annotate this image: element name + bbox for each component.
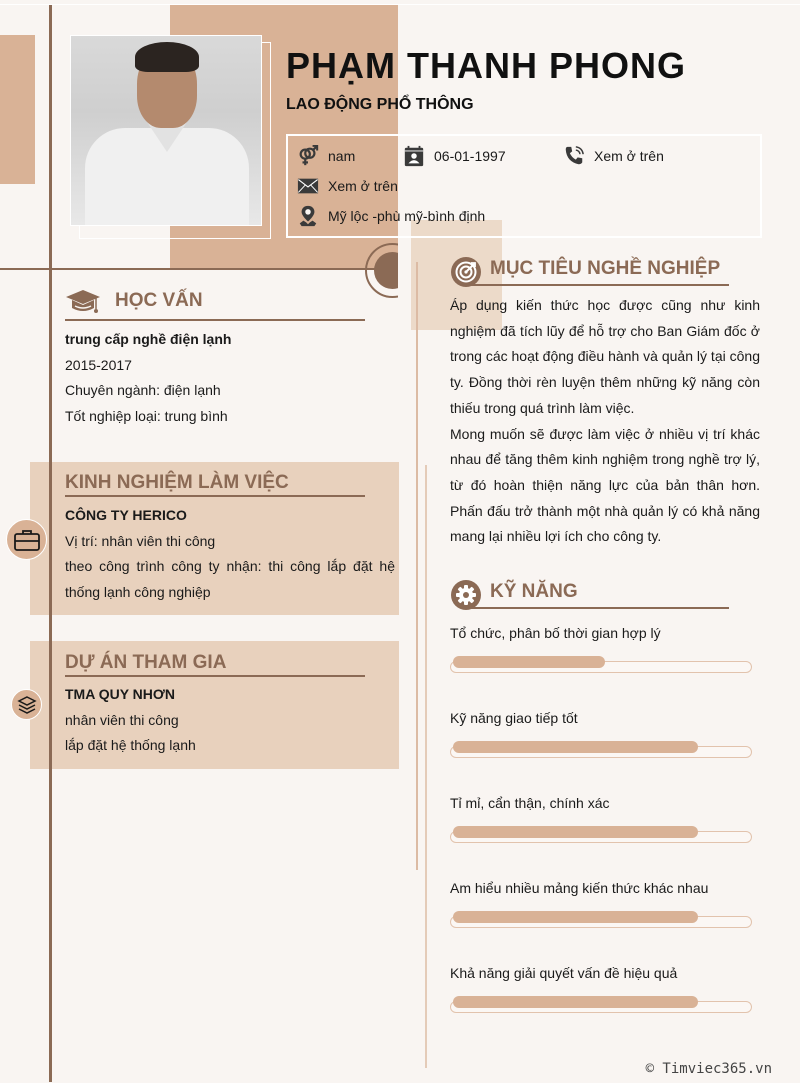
birthday-value: 06-01-1997 <box>434 148 506 164</box>
right-timeline-line-secondary <box>425 465 427 1068</box>
calendar-icon <box>403 145 425 167</box>
education-content <box>65 327 385 430</box>
profile-photo <box>70 35 262 226</box>
gender-icon <box>297 145 319 167</box>
objective-paragraph-2: Mong muốn sẽ được làm việc ở nhiều vị trí khác nhau để tăng thêm kinh nghiệm trong nghề trợ lý, từ đó hoàn thiện năng lực của bản thân hơn. Phấn đấu trở thành một nhà quản lý có khả năng mang lại nhiều lợi ích cho công ty. <box>450 425 760 545</box>
skill-bar-fill <box>453 826 698 838</box>
candidate-name: PHẠM THANH PHONG <box>286 45 686 86</box>
skill-bar-fill <box>453 741 698 753</box>
right-timeline-line <box>416 262 418 870</box>
decorative-left-block <box>0 35 35 184</box>
projects-content <box>65 682 395 759</box>
objective-title: MỤC TIÊU NGHỀ NGHIỆP <box>490 258 721 279</box>
skills-underline <box>466 607 729 609</box>
gender-value: nam <box>328 148 356 164</box>
graduation-cap-icon <box>65 289 101 315</box>
phone-icon <box>563 145 585 167</box>
job-title: LAO ĐỘNG PHỔ THÔNG <box>286 96 474 113</box>
project-description: lắp đặt hệ thống lạnh <box>65 737 196 754</box>
contact-birthday <box>403 145 506 167</box>
project-name: TMA QUY NHƠN <box>65 686 175 702</box>
projects-underline <box>65 675 365 677</box>
education-school: trung cấp nghề điện lạnh <box>65 331 232 347</box>
education-major: Chuyên ngành: điện lạnh <box>65 382 221 399</box>
experience-position: Vị trí: nhân viên thi công <box>65 532 216 549</box>
objective-underline <box>466 284 729 286</box>
experience-description: theo công trình công ty nhận: thi công lắp đặt hệ thống lạnh công nghiệp <box>65 558 395 601</box>
skill-item <box>450 880 755 896</box>
education-grade: Tốt nghiệp loại: trung bình <box>65 408 228 425</box>
layers-icon <box>17 695 37 715</box>
target-icon <box>451 257 481 287</box>
skill-label: Khả năng giải quyết vấn đề hiệu quả <box>450 965 678 981</box>
project-role: nhân viên thi công <box>65 711 179 728</box>
contact-info-box <box>286 134 762 238</box>
copyright-footer: © Timviec365.vn <box>645 1061 772 1077</box>
email-value: Xem ở trên <box>328 178 398 194</box>
contact-email <box>297 175 398 197</box>
header-divider-line <box>0 268 398 270</box>
skill-item <box>450 965 755 981</box>
briefcase-icon <box>13 529 41 551</box>
decorative-half-circle <box>365 243 398 298</box>
map-pin-icon <box>297 205 319 227</box>
skill-label: Kỹ năng giao tiếp tốt <box>450 710 578 726</box>
education-period: 2015-2017 <box>65 356 132 373</box>
education-title: HỌC VẤN <box>115 290 203 311</box>
skill-item <box>450 795 755 811</box>
education-underline <box>65 319 365 321</box>
experience-content <box>65 503 395 606</box>
avatar <box>71 36 261 225</box>
left-timeline-line <box>49 5 52 1082</box>
projects-title: DỰ ÁN THAM GIA <box>65 652 227 673</box>
envelope-icon <box>297 175 319 197</box>
experience-company: CÔNG TY HERICO <box>65 507 187 523</box>
skill-bar-fill <box>453 656 605 668</box>
objective-paragraph-1: Áp dụng kiến thức học được cũng như kinh nghiệm đã tích lũy để hỗ trợ cho Ban Giám đốc ở trong các hoạt động điều hành và quản lý tại công ty. Đồng thời rèn luyện thêm những kỹ năng còn thiếu trong quá trình làm việc. <box>450 297 760 416</box>
projects-badge <box>11 689 42 720</box>
experience-badge <box>6 519 47 560</box>
skill-label: Tổ chức, phân bố thời gian hợp lý <box>450 625 661 641</box>
skills-title: KỸ NĂNG <box>490 581 578 602</box>
objective-content <box>450 293 760 550</box>
phone-value: Xem ở trên <box>594 148 664 164</box>
gear-icon <box>451 580 481 610</box>
skill-item <box>450 625 755 641</box>
contact-address <box>297 205 485 227</box>
top-border-line <box>0 4 800 5</box>
skill-label: Am hiểu nhiều mảng kiến thức khác nhau <box>450 880 709 896</box>
skill-item <box>450 710 755 726</box>
contact-phone <box>563 145 664 167</box>
skill-bar-fill <box>453 911 698 923</box>
contact-gender <box>297 145 355 167</box>
experience-underline <box>65 495 365 497</box>
experience-title: KINH NGHIỆM LÀM VIỆC <box>65 472 289 493</box>
address-value: Mỹ lộc -phù mỹ-bình định <box>328 208 486 224</box>
skill-label: Tỉ mỉ, cẩn thận, chính xác <box>450 795 610 811</box>
skill-bar-fill <box>453 996 698 1008</box>
